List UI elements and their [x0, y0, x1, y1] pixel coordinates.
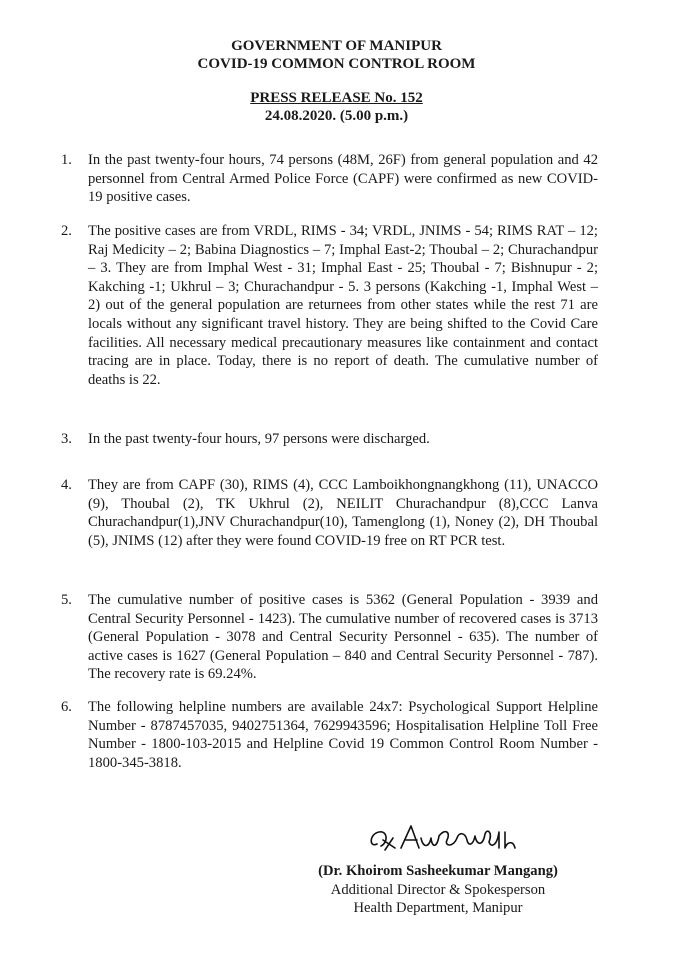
list-item	[61, 591, 598, 684]
handwritten-signature	[365, 818, 555, 858]
item-text: The following helpline numbers are available 24x7: Psychological Support Helpline Number - 8787457035, 9402751364, 7629943596; Hospitalisation Helpline Toll Free Number - 1800-103-2015 and Helpline Covid 19 Common Control Room Number - 1800-345-3818.	[88, 699, 598, 771]
item-number: 3.	[61, 431, 72, 447]
list-item	[61, 430, 598, 449]
list-item	[61, 476, 598, 550]
item-number: 6.	[61, 699, 72, 715]
list-item	[61, 698, 598, 772]
item-number: 2.	[61, 223, 72, 239]
signatory-title: Additional Director & Spokesperson	[330, 882, 546, 898]
header-control-room: COVID-19 COMMON CONTROL ROOM	[197, 56, 476, 72]
item-text: In the past twenty-four hours, 74 persons (48M, 26F) from general population and 42 personnel from Central Armed Police Force (CAPF) were confirmed as new COVID-19 positive cases.	[88, 152, 598, 206]
list-item	[61, 222, 598, 389]
item-text: They are from CAPF (30), RIMS (4), CCC Lamboikhongnangkhong (11), UNACCO (9), Thoubal (2), TK Ukhrul (2), NEILIT Churachandpur (8),CCC Lanva Churachandpur(1),JNV Churachandpur(10), Tamenglong (1), Noney (2), DH Thoubal (5), JNIMS (12) after they were found COVID-19 free on RT PCR test.	[88, 477, 598, 549]
item-text: The cumulative number of positive cases is 5362 (General Population - 3939 and Central Security Personnel - 1423). The cumulative number of recovered cases is 3713 (General Population - 3078 and Central Security Personnel - 635). The number of active cases is 1627 (General Population – 840 and Central Security Personnel - 787). The recovery rate is 69.24%.	[88, 592, 598, 683]
signatory-name: (Dr. Khoirom Sasheekumar Mangang)	[318, 863, 558, 879]
item-number: 5.	[61, 592, 72, 608]
signatory-department: Health Department, Manipur	[353, 900, 523, 916]
header-government: GOVERNMENT OF MANIPUR	[231, 38, 442, 54]
item-number: 1.	[61, 152, 72, 168]
item-text: In the past twenty-four hours, 97 persons were discharged.	[88, 431, 430, 447]
list-item	[61, 151, 598, 207]
item-text: The positive cases are from VRDL, RIMS - 34; VRDL, JNIMS - 54; RIMS RAT – 12; Raj Medicity – 2; Babina Diagnostics – 7; Imphal East-2; Thoubal – 2; Churachandpur – 3. They are from Imphal West - 31; Imphal East - 25; Thoubal - 7; Bishnupur - 2; Kakching -1; Ukhrul – 3; Churachandpur - 5. 3 persons (Kakching -1, Imphal West – 2) out of the general population are returnees from other states while the rest 71 are locals without any significant travel history. They are being shifted to the Covid Care facilities. All necessary medical precautionary measures like containment and contact tracing are in place. Today, there is no report of death. The cumulative number of deaths is 22.	[88, 223, 598, 388]
item-number: 4.	[61, 477, 72, 493]
press-release-number: PRESS RELEASE No. 152	[250, 90, 423, 106]
press-release-date: 24.08.2020. (5.00 p.m.)	[264, 108, 409, 124]
